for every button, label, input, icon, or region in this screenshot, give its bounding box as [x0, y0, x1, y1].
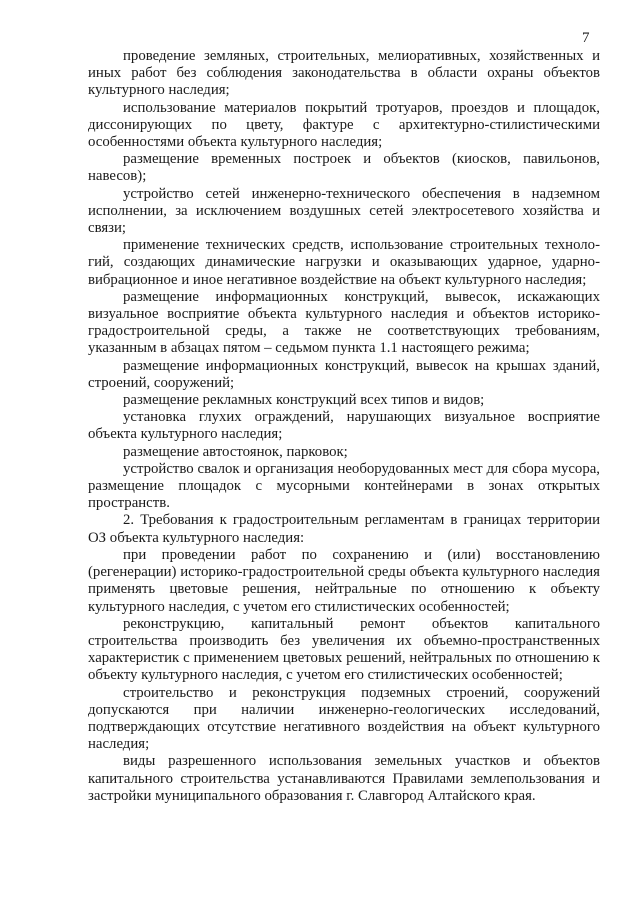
paragraph: размещение информационных конструкций, вывесок на крышах зданий, строений, сооружений; [88, 357, 600, 391]
paragraph: размещение автостоянок, парковок; [123, 443, 348, 460]
paragraph: размещение рекламных конструкций всех типов и видов; [123, 392, 485, 409]
document-body [88, 48, 600, 805]
paragraph: реконструкцию, капитальный ремонт объектов капитального строительства производить без увеличения их объемно-пространственных характеристик с применением цветовых решений, нейтральных по отношению к объекту культурного наследия, с учетом его стилистических особенностей; [88, 615, 600, 684]
paragraph: размещение информационных конструкций, вывесок, искажающих визуальное восприятие объекта культурного наследия и объектов историко-градостроительной среды, а также не соответствующих требованиям, указанным в абзацах пятом – седьмом пункта 1.1 настоящего режима; [88, 288, 600, 357]
paragraph: строительство и реконструкция подземных строений, сооружений допускаются при наличии инженерно-геологических исследований, подтверждающих отсутствие негативного воздействия на объект культурного наследия; [88, 684, 600, 753]
paragraph: устройство сетей инженерно-технического обеспечения в надземном исполнении, за исключением воздушных сетей электросетевого хозяйства и связи; [88, 185, 600, 237]
paragraph: устройство свалок и организация необорудованных мест для сбора мусора, размещение площадок с мусорными контейнерами в зонах открытых пространств. [88, 460, 600, 512]
section-heading: 2. Требования к градостроительным регламентам в границах территории ОЗ объекта культурного наследия: [88, 512, 600, 546]
paragraph: при проведении работ по сохранению и (или) восстановлению (регенерации) историко-градостроительной среды объекта культурного наследия применять цветовые решения, нейтральные по отношению к объекту культурного наследия, с учетом его стилистических особенностей; [88, 546, 600, 615]
page-number: 7 [582, 30, 590, 46]
paragraph: размещение временных построек и объектов (киосков, павильонов, навесов); [88, 151, 600, 185]
paragraph: использование материалов покрытий тротуаров, проездов и площадок, диссонирующих по цвету, фактуре с архитектурно-стилистическими особенностями объекта культурного наследия; [88, 99, 600, 151]
paragraph: применение технических средств, использование строительных технологий, создающих динамические нагрузки и оказывающих ударное, ударно-вибрационное и иное негативное воздействие на объект культурного наследия; [88, 237, 600, 288]
paragraph: виды разрешенного использования земельных участков и объектов капитального строительства устанавливаются Правилами землепользования и застройки муниципального образования г. Славгород Алтайского края. [88, 753, 600, 804]
paragraph: проведение земляных, строительных, мелиоративных, хозяйственных и иных работ без соблюдения законодательства в области охраны объектов культурного наследия; [88, 48, 600, 99]
paragraph: установка глухих ограждений, нарушающих визуальное восприятие объекта культурного наследия; [88, 409, 600, 443]
